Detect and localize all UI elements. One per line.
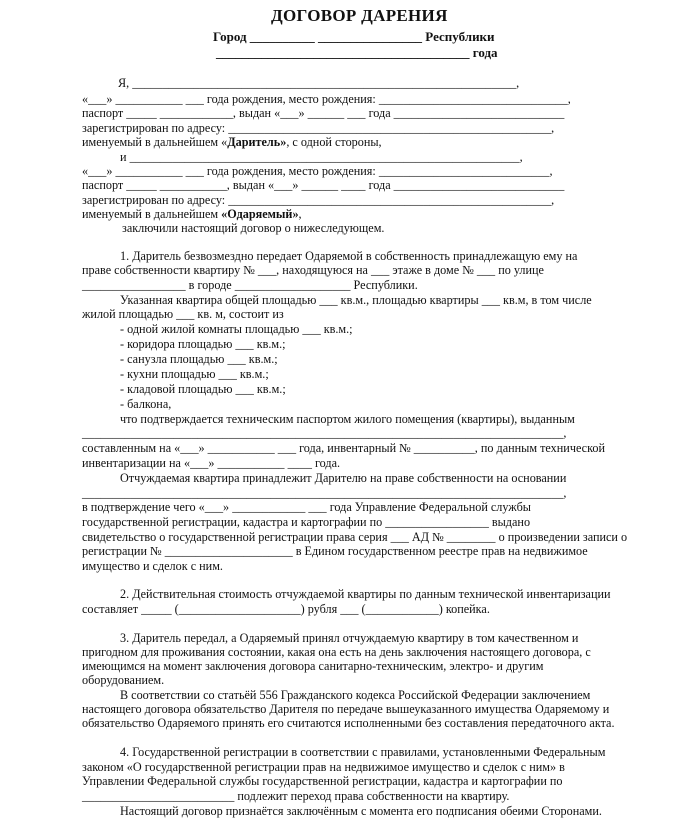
ownership-line-2: в подтверждение чего «___» ____________ ___ года Управление Федеральной службы [82,500,531,514]
blank-line: _______________________________________________________________________________, [82,426,567,440]
clause-1-line-2: праве собственности квартиру № ___, находящуюся на ___ этаже в доме № ___ по улице [82,263,544,277]
ownership-line-3: государственной регистрации, кадастра и картографии по _________________ выдано [82,515,531,529]
ownership-line-1: Отчуждаемая квартира принадлежит Дарителю на праве собственности на основании [120,471,567,485]
blank-line: _______________________________________________________________________________, [82,486,567,500]
clause-3-line-5: В соответствии со статьёй 556 Гражданского кодекса Российской Федерации заключением [120,688,591,702]
clause-4-line-1: 4. Государственной регистрации в соответствии с правилами, установленными Федеральным [120,745,606,759]
agreement-intro: заключили настоящий договор о нижеследующем. [122,221,385,235]
clause-3-line-6: настоящего договора обязательство Дарителя по передаче вышеуказанного имущества Одаряемому и [82,702,610,716]
donee-birth-line: «___» ___________ ___ года рождения, место рождения: ____________________________, [82,164,553,178]
room-item: - балкона, [120,397,172,411]
clause-2-line-2: составляет _____ (____________________) рубля ___ (____________) копейка. [82,602,490,616]
clause-2-line-1: 2. Действительная стоимость отчуждаемой квартиры по данным технической инвентаризации [120,587,611,601]
ownership-line-4: свидетельство о государственной регистрации права серия ___ АД № ________ о произведении записи о [82,530,628,544]
room-item: - коридора площадью ___ кв.м.; [120,337,286,351]
clause-3-line-1: 3. Даритель передал, а Одаряемый принял отчуждаемую квартиру в том качественном и [120,631,579,645]
room-item: - санузла площадью ___ кв.м.; [120,352,278,366]
clause-3-line-3: имеющимся на момент заключения договора санитарно-техническим, электро- и другим [82,659,544,673]
donee-name-line: и ________________________________________________________________, [120,150,523,164]
donee-address-line: зарегистрирован по адресу: _____________________________________________________, [82,193,555,207]
tech-passport-line: что подтверждается техническим паспортом жилого помещения (квартиры), выданным [120,412,575,426]
donor-passport-line: паспорт _____ ____________, выдан «___» ______ ___ года ____________________________ [82,106,565,120]
clause-4-line-2: законом «О государственной регистрации прав на недвижимое имущество и сделок с ним» в [82,760,565,774]
header-city-line: Город __________ ________________ Республики [213,29,495,44]
clause-3-line-2: пригодном для проживания состоянии, какая она есть на день заключения настоящего договора, с [82,645,591,659]
header-date-line: _______________________________________ года [216,45,498,60]
clause-3-line-4: оборудованием. [82,673,165,687]
room-item: - кладовой площадью ___ кв.м.; [120,382,286,396]
clause-4-line-4: _________________________ подлежит переход права собственности на квартиру. [82,789,510,803]
donor-address-line: зарегистрирован по адресу: _____________________________________________________, [82,121,555,135]
clause-4-line-3: Управлении Федеральной службы государственной регистрации, кадастра и картографии по [82,774,563,788]
document-title: ДОГОВОР ДАРЕНИЯ [271,6,448,25]
clause-4-line-5: Настоящий договор признаётся заключённым с момента его подписания обеими Сторонами. [120,804,602,818]
inventory-line-1: составленным на «___» ___________ ___ года, инвентарный № __________, по данным технической [82,441,605,455]
ownership-line-6: имущество и сделок с ним. [82,559,223,573]
donor-birth-line: «___» ___________ ___ года рождения, место рождения: _______________________________, [82,92,571,106]
area-line-2: жилой площадью ___ кв. м, состоит из [82,307,284,321]
room-item: - кухни площадью ___ кв.м.; [120,367,269,381]
clause-1-line-3: _________________ в городе ___________________ Республики. [82,278,418,292]
clause-1-line-1: 1. Даритель безвозмездно передает Одаряемой в собственность принадлежащую ему на [120,249,578,263]
area-line-1: Указанная квартира общей площадью ___ кв.м., площадью квартиры ___ кв.м, в том числе [120,293,592,307]
room-item: - одной жилой комнаты площадью ___ кв.м.; [120,322,353,336]
donor-name-line: Я, _______________________________________________________________, [118,76,520,90]
ownership-line-5: регистрации № _____________________ в Едином государственном реестре прав на недвижимое [82,544,588,558]
clause-3-line-7: обязательство Одаряемого принять его считаются исполненными без составления передаточного акта. [82,716,615,730]
inventory-line-2: инвентаризации на «___» ___________ ____ года. [82,456,341,470]
donee-passport-line: паспорт _____ ___________, выдан «___» ______ ____ года ____________________________ [82,178,565,192]
donor-designation: именуемый в дальнейшем «Даритель», с одной стороны, [82,135,382,149]
donee-designation: именуемый в дальнейшем «Одаряемый», [82,207,302,221]
